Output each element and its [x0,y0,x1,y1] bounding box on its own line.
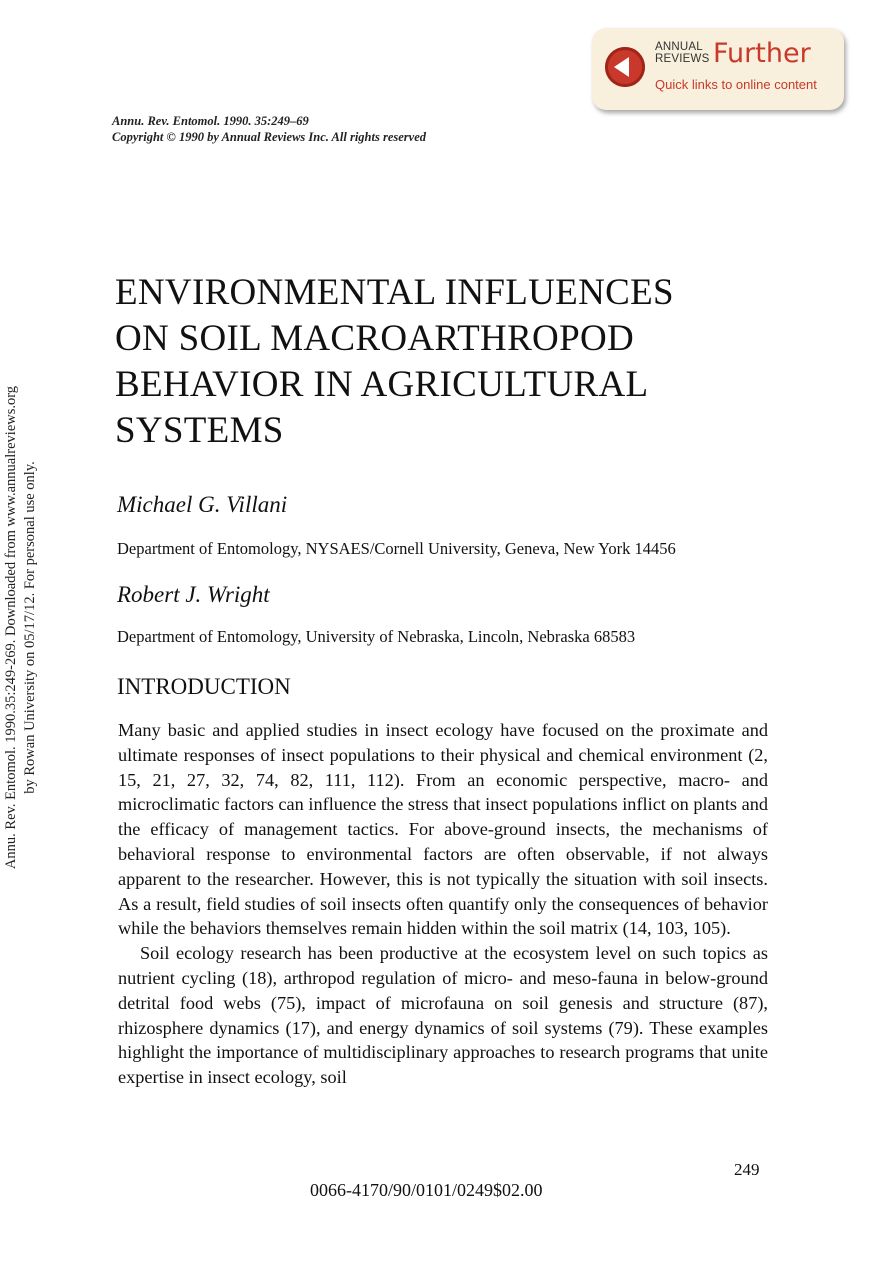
paragraph: Soil ecology research has been productive at the ecosystem level on such topics as nutrient cycling (18), arthropod regulation of micro- and meso-fauna in below-ground detrital food webs (75), impact of microfauna on soil genesis and structure (87), rhizosphere dynamics (17), and energy dynamics of soil systems (79). These examples highlight the importance of multidisciplinary approaches to research programs that unite expertise in insect ecology, soil [118,943,768,1088]
article-title [115,270,765,454]
section-heading: INTRODUCTION [117,674,291,699]
left-arrow-icon[interactable] [605,47,645,87]
citation: Annu. Rev. Entomol. 1990. 35:249–69 [112,114,309,128]
annual-reviews-wordmark: ANNUAL REVIEWS [655,41,710,65]
further-brand: Further [713,38,811,69]
page-number: 249 [734,1160,760,1179]
copyright: Copyright © 1990 by Annual Reviews Inc. All rights reserved [112,130,426,144]
article-code: 0066-4170/90/0101/0249$02.00 [310,1180,543,1200]
author-affiliation: Department of Entomology, NYSAES/Cornell University, Geneva, New York 14456 [117,539,676,558]
author-affiliation: Department of Entomology, University of Nebraska, Lincoln, Nebraska 68583 [117,627,636,646]
title-line: SYSTEMS [115,410,284,451]
download-notice-line-2: by Rowan University on 05/17/12. For personal use only. [22,461,38,794]
journal-reference [112,113,426,145]
title-line: BEHAVIOR IN AGRICULTURAL [115,364,649,405]
title-line: ENVIRONMENTAL INFLUENCES [115,272,674,313]
download-notice-line-1: Annu. Rev. Entomol. 1990.35:249-269. Downloaded from www.annualreviews.org [3,385,19,870]
further-badge[interactable] [592,28,844,110]
title-line: ON SOIL MACROARTHROPOD [115,318,634,359]
body-text [118,718,768,1090]
author-name: Robert J. Wright [117,582,270,607]
author-name: Michael G. Villani [117,492,288,517]
download-notice [2,340,40,915]
further-tagline[interactable]: Quick links to online content [655,77,817,92]
paragraph: Many basic and applied studies in insect ecology have focused on the proximate and ultimate responses of insect populations to their physical and chemical environment (2, 15, 21, 27, 32, 74, 82, 111, 112). From an economic perspective, macro- and microclimatic factors can influence the stress that insect populations inflict on plants and the efficacy of management tactics. For above-ground insects, the mechanisms of behavioral response to environmental factors are often observable, if not always apparent to the researcher. However, this is not typically the situation with soil insects. As a result, field studies of soil insects often quantify only the consequences of behavior while the behaviors themselves remain hidden within the soil matrix (14, 103, 105). [118,720,768,939]
